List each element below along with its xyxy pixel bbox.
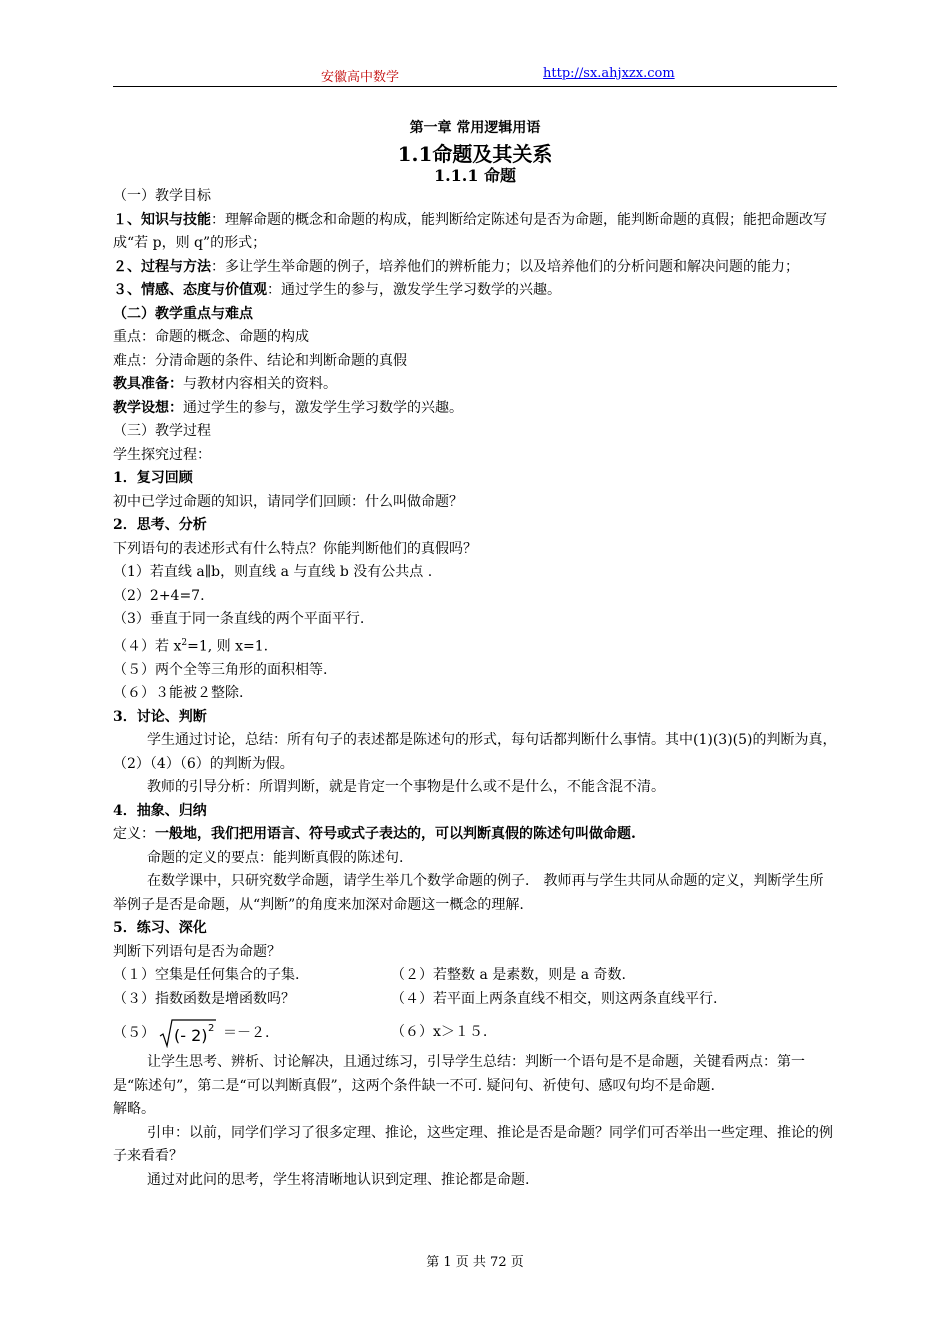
step-abstract: 4．抽象、归纳 — [113, 802, 207, 819]
difficult-point: 难点：分清命题的条件、结论和判断命题的真假 — [113, 352, 407, 369]
objective-process: ２、过程与方法：多让学生举命题的例子，培养他们的辨析能力；以及培养他们的分析问题和解决问题的能力； — [113, 258, 799, 275]
objective-attitude: ３、情感、态度与价值观：通过学生的参与，激发学生学习数学的兴趣。 — [113, 282, 561, 298]
statement-2: （2）2+4=7. — [113, 587, 205, 604]
heading-process: （三）教学过程 — [113, 423, 211, 439]
square-root-icon — [159, 1018, 217, 1048]
header-site-name: 安徽高中数学 — [321, 70, 400, 85]
exercise-row-1 — [113, 964, 837, 988]
exercise-row-2 — [113, 988, 837, 1012]
review-text: 初中已学过命题的知识，请同学们回顾：什么叫做命题？ — [113, 493, 463, 510]
definition: 定义：一般地，我们把用语言、符号或式子表达的，可以判断真假的陈述句叫做命题. — [113, 826, 636, 843]
heading-key-points: （二）教学重点与难点 — [113, 305, 253, 322]
definition-key: 命题的定义的要点：能判断真假的陈述句. — [147, 849, 404, 866]
step-think: 2．思考、分析 — [113, 517, 207, 533]
exercise-4: （４）若平面上两条直线不相交，则这两条直线平行. — [391, 990, 718, 1007]
key-point: 重点：命题的概念、命题的构成 — [113, 329, 309, 345]
exercise-5: （５） (- 2) 2 ＝－２. — [113, 1018, 391, 1048]
practice-summary: 让学生思考、辨析、讨论解决，且通过练习，引导学生总结：判断一个语句是不是命题，关键看两点：第一是“陈述句”，第二是“可以判断真假”，这两个条件缺一不可. 疑问句、祈使句、感叹句均不是命题. — [113, 1054, 805, 1094]
exercise-2: （２）若整数 a 是素数，则是 a 奇数. — [391, 967, 626, 984]
section-title: 1.1命题及其关系 — [397, 142, 553, 166]
objective-knowledge: １、知识与技能：理解命题的概念和命题的构成，能判断给定陈述句是否为命题，能判断命题的真假；能把命题改写成“若 p，则 q”的形式； — [113, 211, 827, 251]
page-header — [113, 66, 837, 86]
statement-5: （５）两个全等三角形的面积相等. — [113, 661, 328, 678]
math-examples: 在数学课中，只研究数学命题，请学生举几个数学命题的例子． 教师再与学生共同从命题的定义，判断学生所举例子是否是命题，从“判断”的角度来加深对命题这一概念的理解. — [113, 873, 824, 913]
statement-6: （６）３能被２整除. — [113, 685, 244, 702]
extension: 引申：以前，同学们学习了很多定理、推论，这些定理、推论是否是命题？同学们可否举出一些定理、推论的例子来看看？ — [113, 1124, 833, 1165]
step-practice: 5．练习、深化 — [113, 920, 207, 937]
page-footer: 第 1 页 共 72 页 — [426, 1255, 524, 1270]
teaching-design: 教学设想：通过学生的参与，激发学生学习数学的兴趣。 — [113, 399, 463, 416]
extension-conclusion: 通过对此问的思考，学生将清晰地认识到定理、推论都是命题. — [147, 1171, 530, 1188]
document-body — [113, 185, 837, 1192]
statement-1: （1）若直线 a∥b，则直线 a 与直线 b 没有公共点 . — [113, 564, 433, 580]
exercise-6: （６）x＞１５. — [391, 1024, 488, 1041]
step-discuss: 3．讨论、判断 — [113, 708, 207, 725]
statement-4: （４）若 $x^2=1$, 则 x=1. — [113, 637, 269, 655]
exercise-3: （３）指数函数是增函数吗？ — [113, 990, 295, 1007]
teacher-guidance: 教师的引导分析：所谓判断，就是肯定一个事物是什么或不是什么，不能含混不清。 — [147, 779, 665, 796]
practice-question: 判断下列语句是否为命题？ — [113, 943, 281, 960]
discuss-summary: 学生通过讨论，总结：所有句子的表述都是陈述句的形式，每句话都判断什么事情。其中(1)(3)(5)的判断为真，（2）（4）（6）的判断为假。 — [113, 732, 837, 772]
exercise-row-3 — [113, 1015, 837, 1051]
chapter-title: 第一章 常用逻辑用语 — [409, 120, 541, 136]
heading-objectives: （一）教学目标 — [113, 188, 211, 204]
svg-text:(- 2): (- 2) — [174, 1026, 208, 1046]
teaching-aids: 教具准备：与教材内容相关的资料。 — [113, 376, 337, 392]
svg-text:2: 2 — [208, 1023, 215, 1035]
subsection-title: 1.1.1 命题 — [433, 166, 517, 185]
solution-omitted: 解略。 — [113, 1101, 155, 1118]
exercise-1: （１）空集是任何集合的子集. — [113, 967, 300, 984]
header-url-link[interactable]: http://sx.ahjxzx.com — [543, 66, 675, 81]
header-divider — [113, 86, 837, 87]
student-inquiry: 学生探究过程： — [113, 446, 211, 463]
think-question: 下列语句的表述形式有什么特点？你能判断他们的真假吗？ — [113, 540, 477, 557]
step-review: 1．复习回顾 — [113, 470, 193, 486]
statement-3: （3）垂直于同一条直线的两个平面平行. — [113, 611, 365, 627]
